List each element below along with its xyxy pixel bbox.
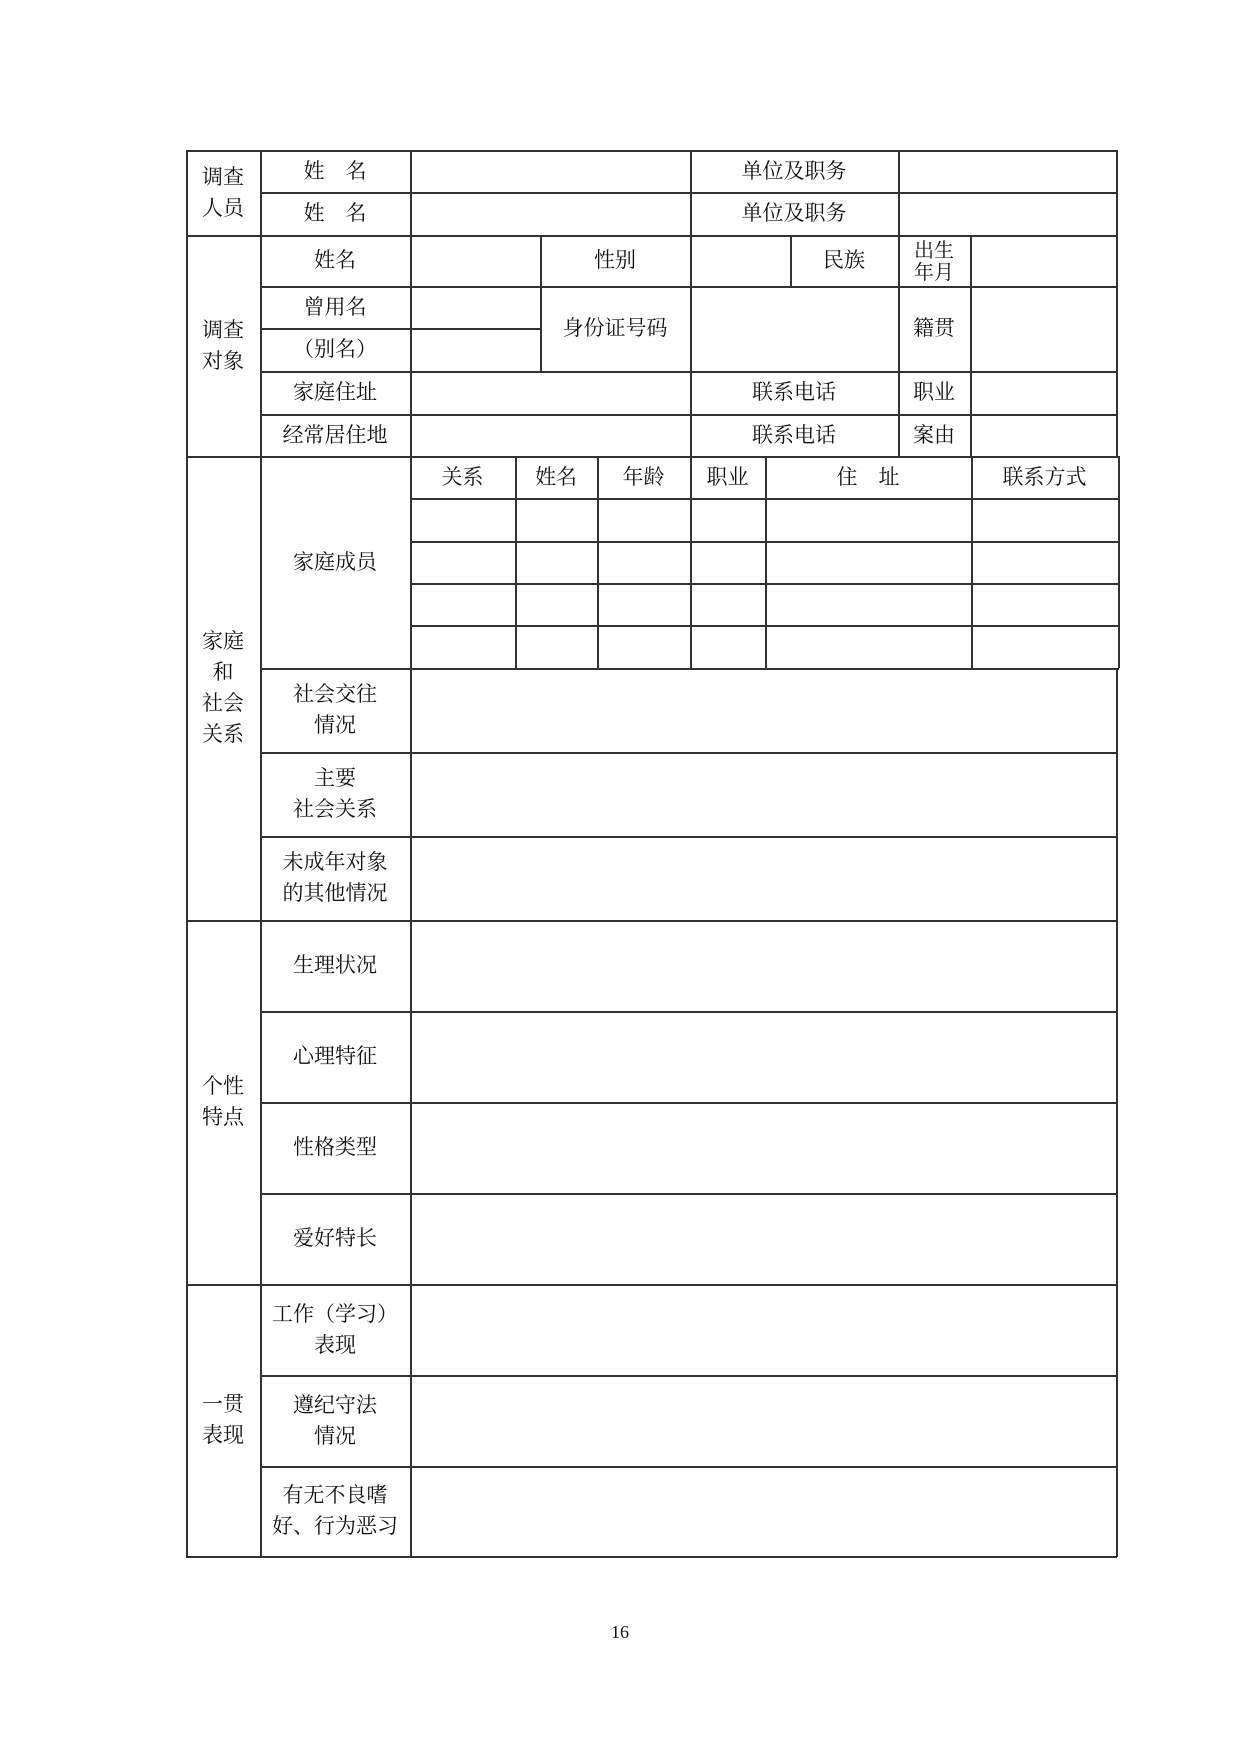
column-header-occupation: 职业	[706, 464, 749, 489]
investigator-unit-field[interactable]	[898, 150, 1116, 192]
bad-habits-label: 有无不良嗜 好、行为恶习	[272, 1483, 398, 1538]
column-header-age: 年龄	[622, 464, 665, 489]
character-type-field[interactable]	[410, 1102, 1116, 1193]
investigator-name-label: 姓 名	[303, 158, 367, 183]
personality-group-label: 个性 特点	[202, 1074, 244, 1129]
bad-habits-field[interactable]	[410, 1466, 1116, 1556]
column-header-name: 姓名	[535, 464, 577, 489]
minor-other-label: 未成年对象 的其他情况	[282, 850, 388, 905]
hobbies-label: 爱好特长	[293, 1226, 377, 1250]
id-number-label: 身份证号码	[562, 316, 668, 340]
birth-date-label: 出生 年月	[914, 237, 954, 284]
law-abiding-label: 遵纪守法 情况	[293, 1392, 377, 1448]
work-study-label: 工作（学习） 表现	[272, 1301, 398, 1357]
residence-field[interactable]	[410, 414, 690, 456]
alias-label: （别名）	[293, 337, 377, 361]
case-label: 案由	[913, 422, 955, 447]
psychological-traits-field[interactable]	[410, 1011, 1116, 1102]
social-contacts-field[interactable]	[410, 668, 1116, 752]
social-contacts-label: 社会交往 情况	[293, 682, 377, 737]
family-member-row[interactable]	[410, 498, 1118, 541]
ethnicity-label: 民族	[823, 248, 865, 272]
hobbies-field[interactable]	[410, 1193, 1116, 1284]
investigator-unit-label: 单位及职务	[741, 158, 847, 183]
occupation-field[interactable]	[970, 371, 1116, 414]
former-name-field[interactable]	[410, 286, 540, 371]
occupation-label: 职业	[913, 380, 955, 404]
investigator-name-label: 姓 名	[303, 201, 367, 225]
psychological-traits-label: 心理特征	[293, 1044, 377, 1068]
investigator-unit-field[interactable]	[898, 192, 1116, 235]
column-header-address: 住 址	[836, 464, 900, 489]
law-abiding-field[interactable]	[410, 1375, 1116, 1466]
id-number-field[interactable]	[690, 286, 898, 371]
main-relations-field[interactable]	[410, 752, 1116, 836]
home-address-label: 家庭住址	[293, 380, 377, 404]
column-header-relation: 关系	[441, 464, 484, 489]
work-study-field[interactable]	[410, 1284, 1116, 1375]
behavior-group-label: 一贯 表现	[202, 1392, 244, 1447]
investigator-unit-label: 单位及职务	[741, 201, 847, 225]
family-member-row[interactable]	[410, 583, 1118, 625]
physical-condition-field[interactable]	[410, 920, 1116, 1011]
investigators-group-label: 调查 人员	[202, 164, 244, 220]
main-relations-label: 主要 社会关系	[293, 766, 377, 821]
former-name-label: 曾用名	[303, 294, 367, 319]
physical-condition-label: 生理状况	[293, 953, 377, 977]
page-number: 16	[611, 1622, 629, 1642]
subject-group-label: 调查 对象	[202, 317, 244, 373]
family-members-label: 家庭成员	[293, 549, 377, 574]
minor-other-field[interactable]	[410, 836, 1116, 920]
native-place-label: 籍贯	[913, 316, 955, 340]
investigator-name-field[interactable]	[410, 192, 690, 235]
investigation-form-table	[186, 150, 1117, 1556]
family-member-row[interactable]	[410, 541, 1118, 583]
gender-field[interactable]	[690, 235, 790, 286]
column-header-contact: 联系方式	[1002, 464, 1087, 489]
subject-name-label: 姓名	[314, 248, 356, 272]
home-phone-label: 联系电话	[752, 380, 836, 404]
character-type-label: 性格类型	[293, 1135, 377, 1159]
residence-phone-label: 联系电话	[752, 422, 836, 447]
gender-label: 性别	[594, 248, 636, 272]
investigator-name-field[interactable]	[410, 150, 690, 192]
family-social-group-label: 家庭 和 社会 关系	[202, 629, 244, 746]
home-address-field[interactable]	[410, 371, 690, 414]
birth-date-field[interactable]	[970, 235, 1116, 286]
native-place-field[interactable]	[970, 286, 1116, 371]
family-member-row[interactable]	[410, 625, 1118, 668]
case-field[interactable]	[970, 414, 1116, 456]
subject-name-field[interactable]	[410, 235, 540, 286]
residence-label: 经常居住地	[282, 422, 388, 447]
